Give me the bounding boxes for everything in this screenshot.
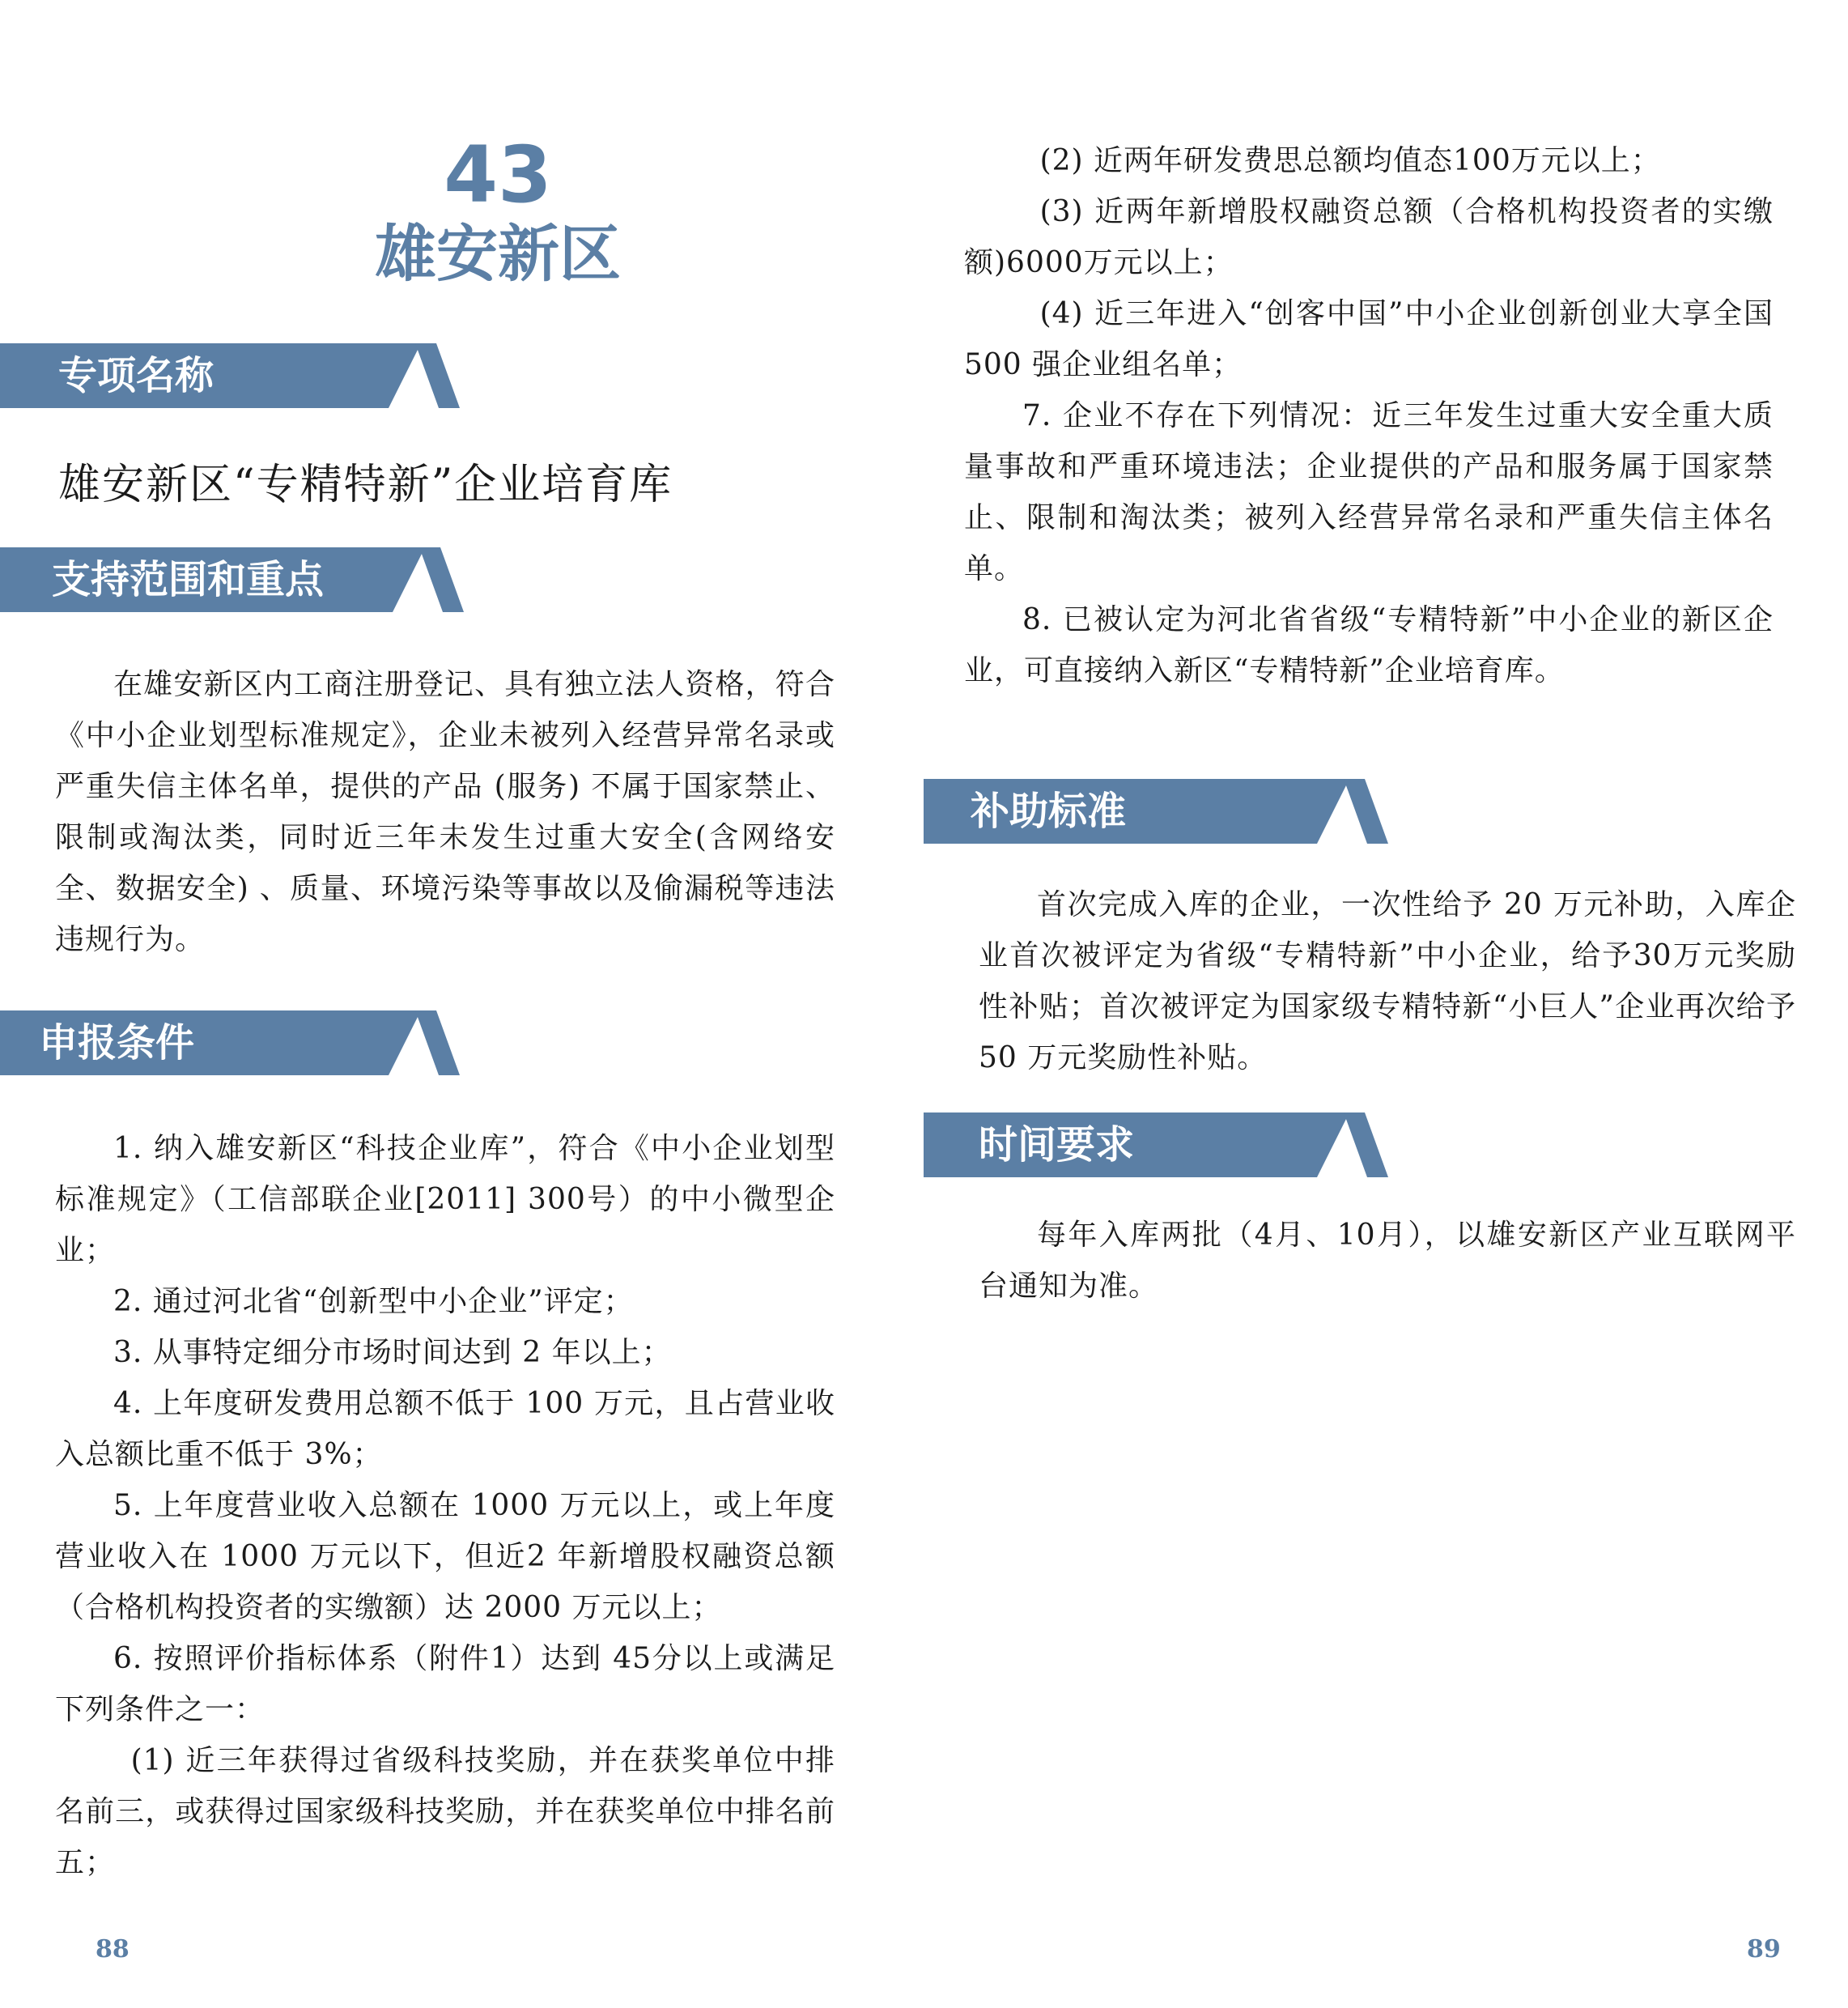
condition-item: 5. 上年度营业收入总额在 1000 万元以上，或上年度营业收入在 1000 万元以下，但近2 年新增股权融资总额（合格机构投资者的实缴额）达 2000 万元以上； [55,1489,835,1624]
condition-item: (1) 近三年获得过省级科技奖励，并在获奖单位中排名前三，或获得过国家级科技奖励，并在获奖单位中排名前五； [55,1744,835,1879]
section-banner-conditions [0,1010,469,1075]
timing-paragraph [979,1210,1796,1312]
timing-text: 每年入库两批（4月、10月），以雄安新区产业互联网平台通知为准。 [979,1219,1796,1303]
subsidy-paragraph [979,879,1796,1083]
conditions-continued-list [964,135,1774,696]
section-heading-scope: 支持范围和重点 [52,557,325,602]
section-heading-conditions: 申报条件 [39,1020,195,1066]
subsidy-text: 首次完成入库的企业，一次性给予 20 万元补助，入库企业首次被评定为省级“专精特新”中小企业，给予30万元奖励性补贴；首次被评定为国家级专精特新“小巨人”企业再次给予 50 万元奖励性补贴。 [979,888,1796,1074]
section-banner-subsidy [924,779,1393,844]
chapter-title: 雄安新区 [375,218,621,290]
page-number-right: 89 [1747,1935,1781,1963]
condition-item: 3. 从事特定细分市场时间达到 2 年以上； [113,1336,672,1369]
banner-stripe [1344,779,1388,844]
condition-item: 4. 上年度研发费用总额不低于 100 万元，且占营业收入总额比重不低于 3%； [55,1387,835,1471]
conditions-list [55,1123,835,1888]
section-heading-subsidy: 补助标准 [971,789,1127,834]
condition-item: 6. 按照评价指标体系（附件1）达到 45分以上或满足下列条件之一： [55,1642,835,1726]
section-banner-scope [0,547,469,612]
banner-stripe [415,343,460,408]
section-heading-project-name: 专项名称 [58,353,215,398]
condition-item: 8. 已被认定为河北省省级“专精特新”中小企业的新区企业，可直接纳入新区“专精特新”企业培育库。 [964,603,1774,687]
section-heading-timing: 时间要求 [979,1122,1135,1168]
condition-item: 1. 纳入雄安新区“科技企业库”，符合《中小企业划型标准规定》（工信部联企业[2011] 300号）的中小微型企业； [55,1132,835,1267]
chapter-number: 43 [444,130,552,220]
project-name-text: 雄安新区“专精特新”企业培育库 [58,461,673,509]
right-page [924,0,1848,2008]
condition-item: (2) 近两年研发费思总额均值态100万元以上； [1039,144,1661,177]
scope-paragraph [55,659,835,965]
banner-stripe [415,1010,460,1075]
condition-item: (4) 近三年进入“创客中国”中小企业创新创业大享全国 500 强企业组名单； [964,297,1774,381]
scope-text: 在雄安新区内工商注册登记、具有独立法人资格，符合《中小企业划型标准规定》，企业未被列入经营异常名录或严重失信主体名单，提供的产品 (服务) 不属于国家禁止、限制或淘汰类，同时近三年未发生过重大安全(含网络安全、数据安全) 、质量、环境污染等事故以及偷漏税等违法违规行为。 [55,668,835,956]
condition-item: 7. 企业不存在下列情况：近三年发生过重大安全重大质量事故和严重环境违法；企业提供的产品和服务属于国家禁止、限制和淘汰类；被列入经营异常名录和严重失信主体名单。 [964,399,1774,585]
condition-item: 2. 通过河北省“创新型中小企业”评定； [113,1285,634,1318]
page-number-left: 88 [96,1935,130,1963]
condition-item: (3) 近两年新增股权融资总额（合格机构投资者的实缴额)6000万元以上； [964,195,1774,279]
banner-stripe [1344,1112,1388,1177]
section-banner-project-name [0,343,469,408]
section-banner-timing [924,1112,1393,1177]
banner-stripe [419,547,464,612]
